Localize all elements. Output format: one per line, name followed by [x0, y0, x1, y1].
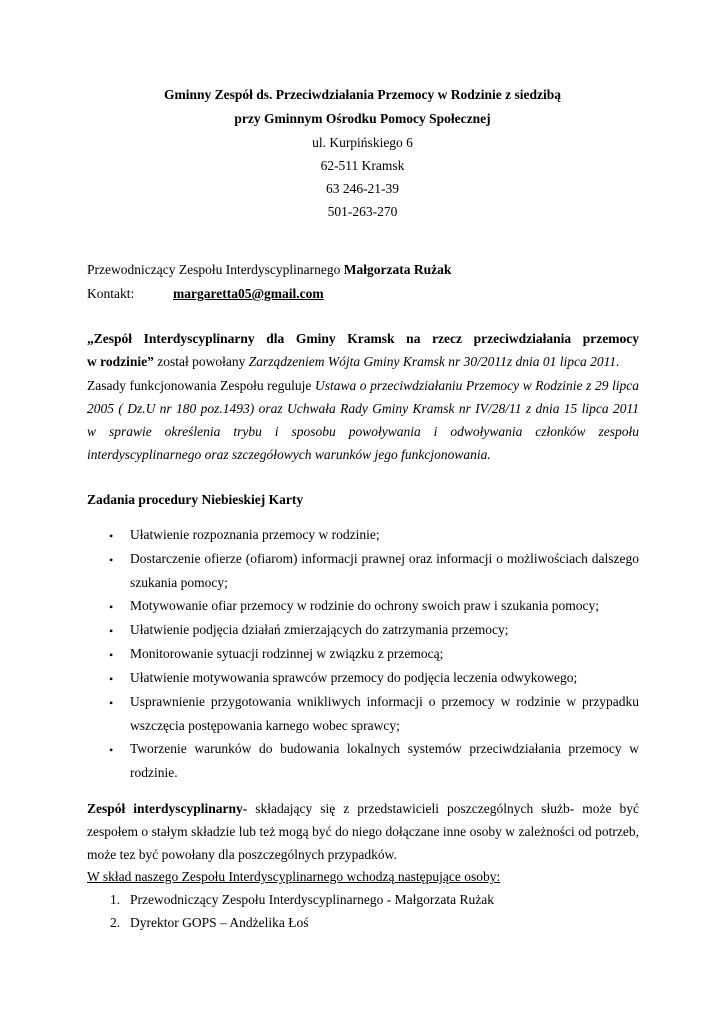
- chair-line: [87, 262, 451, 278]
- intro-line-2-ordinance: Zarządzeniem Wójta Gminy Kramsk nr 30/2011z dnia 01 lipca 2011.: [248, 354, 620, 369]
- task-item-2: Dostarczenie ofierze (ofiarom) informacji prawnej oraz informacji o możliwościach dalszego: [130, 551, 639, 566]
- team-line-1-plain: składający się z przedstawicieli poszczególnych służb- może być: [247, 801, 639, 816]
- header-phone-1: 63 246-21-39: [325, 181, 400, 196]
- member-item-2: Dyrektor GOPS – Andżelika Łoś: [130, 915, 309, 930]
- intro-line-2: [87, 354, 619, 370]
- intro-line-6: interdyscyplinarnego oraz szczegółowych warunków jego funkcjonowania.: [87, 447, 491, 462]
- bullet-6: •: [109, 672, 114, 686]
- header-postal: 62-511 Kramsk: [320, 158, 405, 173]
- header-line-2: przy Gminnym Ośrodku Pomocy Społecznej: [234, 111, 491, 126]
- team-line-3: może tez być powołany dla poszczególnych przypadków.: [87, 847, 397, 862]
- chair-name: Małgorzata Rużak: [343, 262, 452, 277]
- task-item-1: Ułatwienie rozpoznania przemocy w rodzinie;: [130, 527, 380, 542]
- bullet-1: •: [109, 529, 114, 543]
- intro-line-3: [87, 378, 639, 394]
- member-item-1: Przewodniczący Zespołu Interdyscyplinarnego - Małgorzata Rużak: [130, 892, 494, 907]
- task-item-4: Ułatwienie podjęcia działań zmierzających do zatrzymania przemocy;: [130, 622, 509, 637]
- bullet-4: •: [109, 624, 114, 638]
- bullet-8: •: [109, 743, 114, 757]
- task-item-7-cont: wszczęcia postępowania karnego wobec sprawcy;: [130, 718, 400, 733]
- intro-line-3-act: Ustawa o przeciwdziałaniu Przemocy w Rodzinie z 29 lipca: [314, 378, 640, 393]
- task-item-3: Motywowanie ofiar przemocy w rodzinie do ochrony swoich praw i szukania pomocy;: [130, 598, 599, 613]
- team-line-1: [87, 801, 639, 817]
- contact-label: Kontakt:: [87, 286, 135, 301]
- intro-line-3-plain: Zasady funkcjonowania Zespołu reguluje: [87, 378, 315, 393]
- intro-line-4: 2005 ( Dz.U nr 180 poz.1493) oraz Uchwała Rady Gminy Kramsk nr IV/28/11 z dnia 15 lipca 2011: [87, 401, 639, 416]
- task-item-6: Ułatwienie motywowania sprawców przemocy do podjęcia leczenia odwykowego;: [130, 670, 578, 685]
- tasks-heading: Zadania procedury Niebieskiej Karty: [87, 492, 304, 507]
- team-line-4: W skład naszego Zespołu Interdyscyplinarnego wchodzą następujące osoby:: [87, 869, 501, 884]
- team-line-2: zespołem o stałym składzie lub też mogą być do niego dołączane inne osoby w zależności od potrzeb,: [87, 824, 639, 839]
- task-item-5: Monitorowanie sytuacji rodzinnej w związku z przemocą;: [130, 646, 444, 661]
- bullet-3: •: [109, 600, 114, 614]
- intro-line-1: „Zespół Interdyscyplinarny dla Gminy Kramsk na rzecz przeciwdziałania przemocy: [87, 331, 639, 346]
- task-item-2-cont: szukania pomocy;: [130, 575, 228, 590]
- task-item-8: Tworzenie warunków do budowania lokalnych systemów przeciwdziałania przemocy w: [130, 741, 639, 756]
- member-number-1: 1.: [110, 892, 121, 907]
- task-item-7: Usprawnienie przygotowania wnikliwych informacji o przemocy w rodzinie w przypadku: [130, 694, 639, 709]
- member-number-2: 2.: [110, 915, 121, 930]
- bullet-7: •: [109, 696, 114, 710]
- bullet-5: •: [109, 648, 114, 662]
- header-street: ul. Kurpińskiego 6: [312, 135, 413, 150]
- chair-label: Przewodniczący Zespołu Interdyscyplinarnego: [87, 262, 341, 277]
- header-line-1: Gminny Zespół ds. Przeciwdziałania Przemocy w Rodzinie z siedzibą: [163, 87, 562, 102]
- intro-line-5: w sprawie określenia trybu i sposobu powoływania i odwoływania członków zespołu: [87, 424, 639, 439]
- contact-email-link[interactable]: margaretta05@gmail.com: [173, 286, 324, 301]
- intro-line-2-plain: został powołany: [153, 354, 249, 369]
- task-item-8-cont: rodzinie.: [130, 765, 178, 780]
- header-phone-2: 501-263-270: [327, 204, 398, 219]
- team-line-1-bold: Zespół interdyscyplinarny-: [87, 801, 248, 816]
- bullet-2: •: [109, 553, 114, 567]
- intro-line-2-bold: w rodzinie”: [87, 354, 154, 369]
